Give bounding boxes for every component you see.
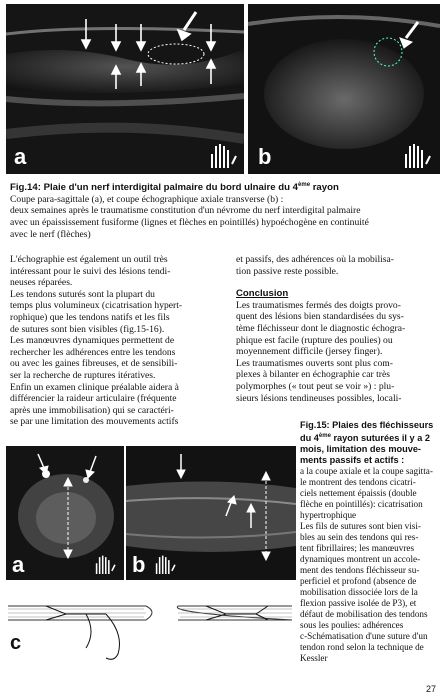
text-line: rophique) que les tendons natifs et les fils <box>10 311 170 323</box>
hand-icon <box>152 552 178 576</box>
text-line: Les traumatismes ouverts sont plus com- <box>236 357 393 369</box>
text-line: Les manœuvres dynamiques permettent de <box>10 335 175 347</box>
kessler-suture-diagram <box>6 584 296 666</box>
hand-icon <box>206 140 240 170</box>
caption-line: ment des tendons fléchisseur su- <box>300 565 420 576</box>
caption-line: perficiel et profond (absence de <box>300 576 417 587</box>
text-line: Les traumatismes fermés des doigts provo- <box>236 299 401 311</box>
caption-line: défaut de mobilisation des tendons <box>300 609 428 620</box>
panel-label-b: b <box>258 144 272 169</box>
text-line: et passifs, des adhérences où la mobilisa- <box>236 254 394 265</box>
caption-line: tent fibrillaires; les manœuvres <box>300 543 415 554</box>
text-line: moyennement difficile (jersey finger). <box>236 346 383 358</box>
hand-icon <box>400 140 434 170</box>
text-line: tème fléchisseur dont le diagnostic échogra- <box>236 322 406 334</box>
caption-line: tendon rond selon la technique de <box>300 642 424 653</box>
caption-line: deux semaines après le traumatisme constitution d'un névrome du nerf interdigital palmaire <box>10 205 361 217</box>
left-column-text <box>10 254 228 428</box>
caption-line: c-Schématisation d'une suture d'un <box>300 631 428 642</box>
caption-line: Kessler <box>300 653 328 664</box>
caption-line: avec un épaississement fusiforme (lignes et flèches en pointillés) hypoéchogène en continuité <box>10 216 369 228</box>
figure15-panel-c <box>6 584 296 666</box>
caption-line: hypertrophique <box>300 510 357 521</box>
text-line: rechercher les adhérences entre les tendons <box>10 346 176 358</box>
text-line: ou avec les gaines fibreuses, et de sensibili- <box>10 358 178 370</box>
conclusion-heading: Conclusion <box>236 288 289 300</box>
caption-line: Les fils de sutures sont bien visi- <box>300 521 421 532</box>
text-line: quent des lésions bien standardisées du sys- <box>236 311 404 323</box>
text-line: Enfin un examen clinique préalable aidera à <box>10 381 179 393</box>
text-line: de sutures sont bien visibles (fig.15-16). <box>10 323 165 335</box>
text-line: neuses réparées. <box>10 277 73 289</box>
caption-line: Coupe para-sagittale (a), et coupe échographique axiale transverse (b) : <box>10 193 284 205</box>
figure15-caption-title: Fig.15: Plaies des fléchisseurs du 4ème rayon suturées il y a 2 mois, limitation des mouve- ments passifs et actifs : <box>300 420 434 466</box>
text-line: plexes à bilanter en échographie car très <box>236 369 390 381</box>
panel-label-a: a <box>12 552 25 577</box>
panel-label-a: a <box>14 144 27 169</box>
text-line: temps plus volumineux (cicatrisation hypert- <box>10 300 183 312</box>
right-column-text <box>236 254 442 404</box>
text-line: polymorphes (« tout peut se voir ») : plu- <box>236 380 395 392</box>
text-line: ser la recherche de ruptures itératives. <box>10 369 156 381</box>
text-line: phique est facile (rupture des poulies) ou <box>236 334 393 346</box>
figure14-panel-b <box>248 4 440 174</box>
caption-line: flèche en pointillés): cicatrisation <box>300 499 423 510</box>
caption-line: sous les poulies: adhérences <box>300 620 404 631</box>
caption-line: mobilisation dissociée lors de la <box>300 587 418 598</box>
panel-label-c: c <box>10 632 22 654</box>
figure14-panel-a <box>6 4 244 174</box>
caption-line: ciels nettement épaissis (double <box>300 488 417 499</box>
text-line: différencier la raideur articulaire (fréquente <box>10 393 177 405</box>
figure14-caption <box>10 180 440 240</box>
text-line: sieurs lésions tendineuses possibles, locali- <box>236 392 402 404</box>
caption-line: a la coupe axiale et la coupe sagitta- <box>300 466 433 477</box>
figure14-caption-title: Fig.14: Plaie d'un nerf interdigital palmaire du bord ulnaire du 4ème rayon <box>10 182 339 194</box>
text-line: se par une limitation des mouvements actifs <box>10 416 179 428</box>
figure15-caption <box>300 420 440 664</box>
text-line: tion passive reste possible. <box>236 265 339 277</box>
caption-line: avec le nerf (flèches) <box>10 228 91 240</box>
text-line: L'échographie est également un outil très <box>10 254 168 265</box>
caption-line: flexion passive isolée de P3), et <box>300 598 417 609</box>
panel-label-b: b <box>132 552 146 577</box>
caption-line: dynamiques montrent un accole- <box>300 554 421 565</box>
text-line: intéressant pour le suivi des lésions tendi- <box>10 265 171 277</box>
text-line: Les tendons suturés sont la plupart du <box>10 288 155 300</box>
caption-line: bles au sein des tendons qui res- <box>300 532 419 543</box>
text-line: après une immobilisation) qui se caractéri- <box>10 404 174 416</box>
figure15-panel-a <box>6 446 124 580</box>
page-number: 27 <box>425 684 436 694</box>
figure15-panel-b <box>126 446 296 580</box>
caption-line: le montrent des tendons cicatri- <box>300 477 416 488</box>
hand-icon <box>92 552 118 576</box>
